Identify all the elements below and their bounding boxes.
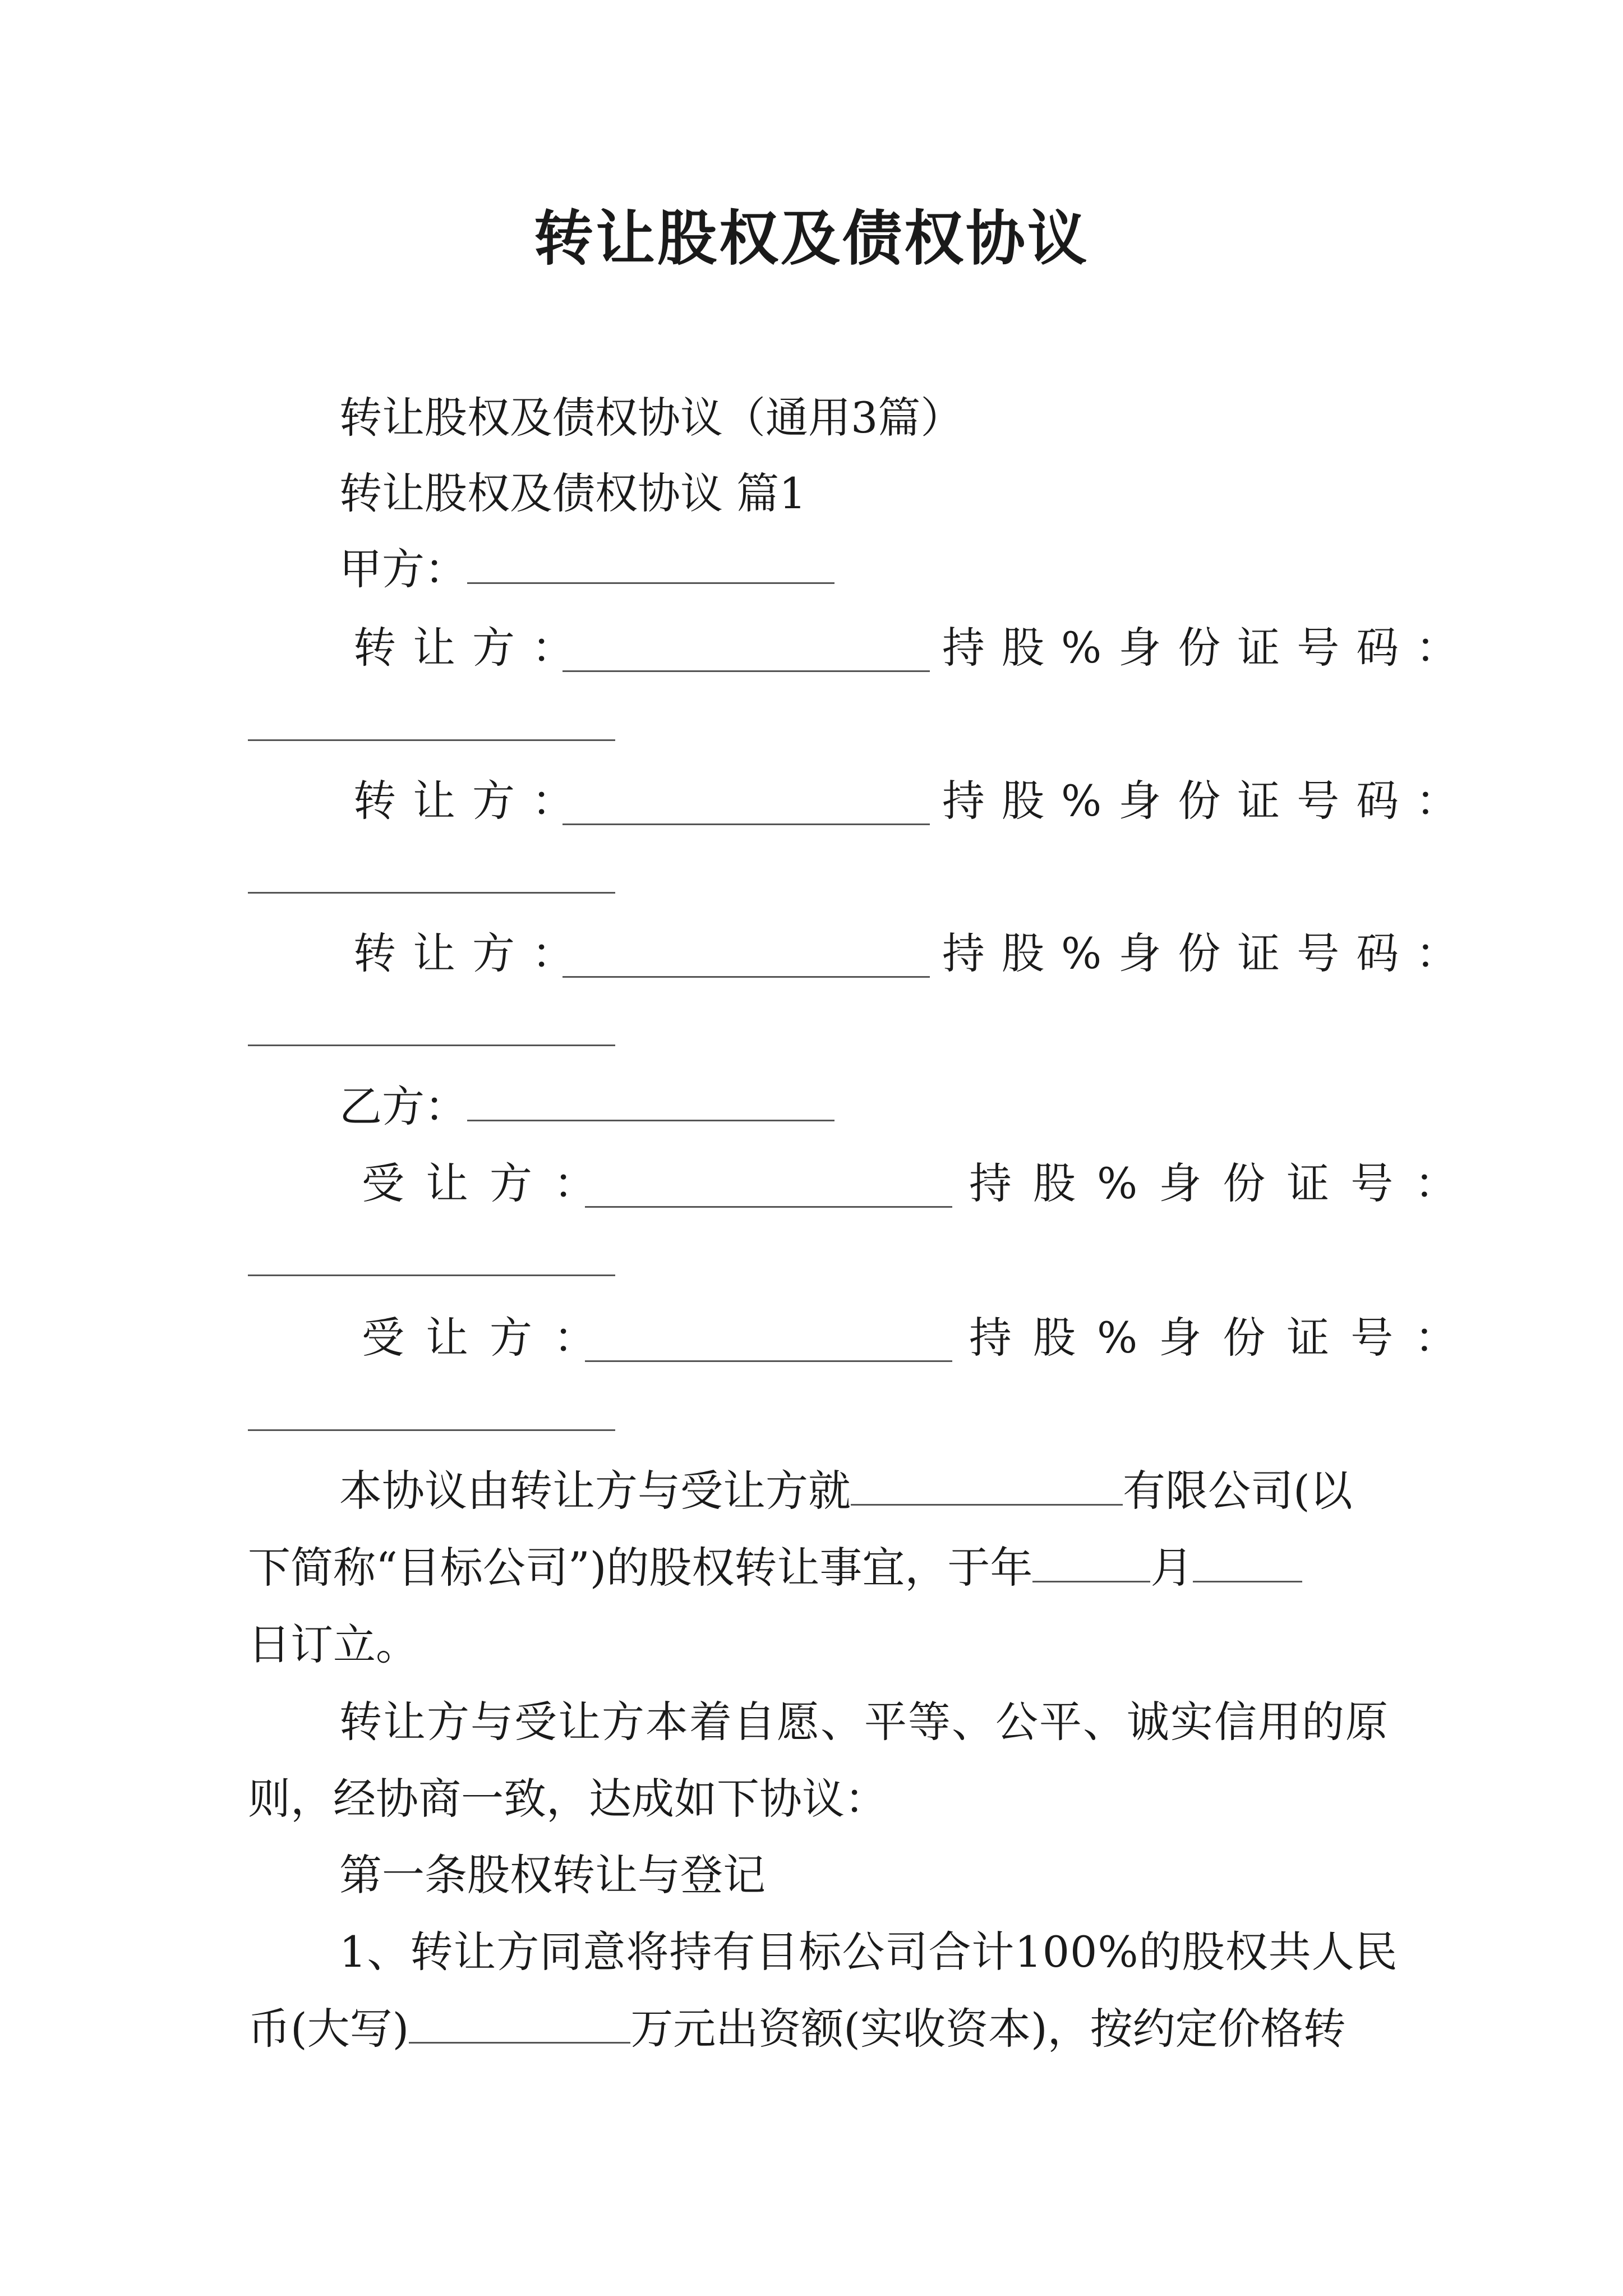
transferor-tail: 持股%身份证号码： <box>942 928 1476 978</box>
transferor-name-blank[interactable] <box>562 823 930 825</box>
para1-text: 月 <box>1150 1543 1193 1593</box>
para1-text: 下简称“目标公司”)的股权转让事宜，于年 <box>248 1543 1033 1593</box>
para3-text: 万元出资额(实收资本)，按约定价格转 <box>630 2004 1346 2054</box>
para1-text: 本协议由转让方与受让方就 <box>339 1466 851 1516</box>
transferor-id-blank[interactable] <box>248 892 615 894</box>
transferee-label: 受让方： <box>362 1313 617 1363</box>
document-title: 转让股权及债权协议 <box>534 203 1089 273</box>
month-blank[interactable] <box>1032 1537 1150 1582</box>
transferee-name-blank[interactable] <box>585 1360 952 1362</box>
transferor-name-blank[interactable] <box>562 976 930 978</box>
transferee-id-blank[interactable] <box>248 1274 615 1276</box>
transferor-id-blank[interactable] <box>248 1045 615 1046</box>
transferor-row-2 <box>353 770 591 832</box>
transferor-id-blank[interactable] <box>248 739 615 741</box>
party-b-blank[interactable] <box>467 1076 834 1121</box>
para1-text: 有限公司(以 <box>1123 1466 1353 1516</box>
party-a-blank[interactable] <box>467 539 834 584</box>
transferor-label: 转让方： <box>353 776 591 826</box>
party-a-row <box>339 539 834 600</box>
transferee-name-blank[interactable] <box>585 1206 952 1208</box>
para1-line3: 日订立。 <box>248 1619 418 1669</box>
amount-blank[interactable] <box>409 1998 630 2044</box>
transferor-tail: 持股%身份证号码： <box>942 776 1476 826</box>
day-blank[interactable] <box>1193 1537 1302 1582</box>
para3-line1: 1、转让方同意将持有目标公司合计100%的股权共人民 <box>339 1927 1398 1977</box>
company-name-blank[interactable] <box>851 1460 1123 1506</box>
para3-line2 <box>248 1998 1346 2060</box>
party-b-label: 乙方： <box>339 1082 467 1131</box>
party-b-row <box>339 1076 834 1138</box>
transferor-row-1 <box>353 617 591 679</box>
para3-text: 币(大写) <box>248 2004 409 2054</box>
transferor-row-3 <box>353 923 591 984</box>
section-heading: 转让股权及债权协议 篇1 <box>339 468 806 518</box>
para2-line2: 则，经协商一致，达成如下协议： <box>248 1774 887 1824</box>
party-a-label: 甲方： <box>339 544 467 594</box>
transferee-id-blank[interactable] <box>248 1429 615 1431</box>
transferor-label: 转让方： <box>353 928 591 978</box>
subtitle: 转让股权及债权协议（通用3篇） <box>339 393 963 443</box>
transferee-label: 受让方： <box>362 1158 617 1208</box>
transferor-label: 转让方： <box>353 623 591 673</box>
para1-line2 <box>248 1537 1302 1599</box>
transferee-row-1 <box>362 1153 617 1214</box>
transferee-tail: 持股%身份证号： <box>969 1158 1479 1208</box>
para2-line1: 转让方与受让方本着自愿、平等、公平、诚实信用的原 <box>339 1697 1389 1747</box>
transferee-tail: 持股%身份证号： <box>969 1313 1479 1363</box>
transferor-name-blank[interactable] <box>562 670 930 672</box>
para1-line1 <box>339 1460 1353 1522</box>
transferor-tail: 持股%身份证号码： <box>942 623 1476 673</box>
article1-title: 第一条股权转让与登记 <box>339 1850 766 1900</box>
transferee-row-2 <box>362 1307 617 1369</box>
